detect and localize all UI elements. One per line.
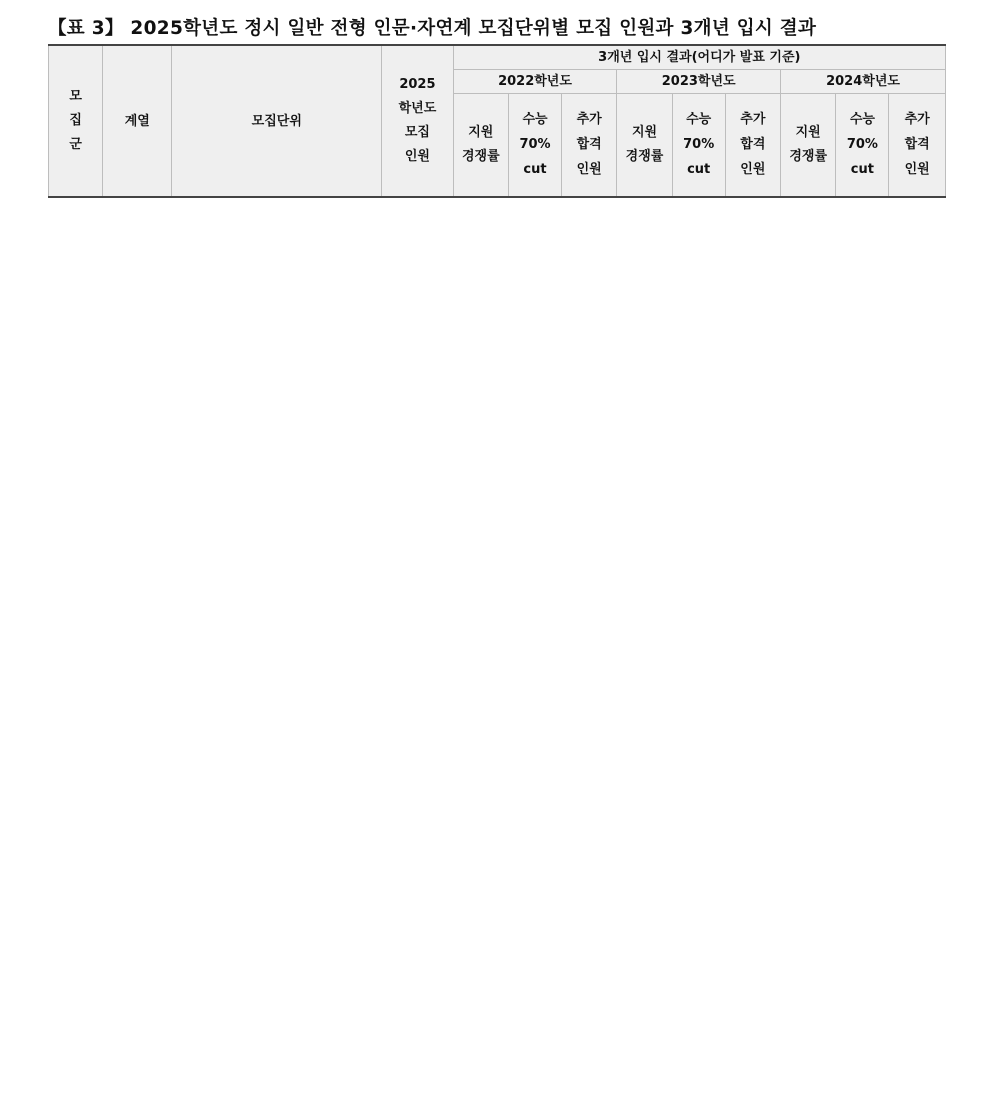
header-year: 2023학년도 <box>617 69 781 93</box>
header-year: 2022학년도 <box>453 69 617 93</box>
header-extra: 추가 합격 인원 <box>889 93 946 197</box>
header-group: 모 집 군 <box>49 45 103 197</box>
header-category: 계열 <box>103 45 172 197</box>
header-results: 3개년 입시 결과(어디가 발표 기준) <box>453 45 945 69</box>
header-cut: 수능 70% cut <box>508 93 561 197</box>
header-year: 2024학년도 <box>781 69 946 93</box>
table-header <box>49 45 946 197</box>
header-rate: 지원 경쟁률 <box>617 93 672 197</box>
header-extra: 추가 합격 인원 <box>725 93 780 197</box>
header-unit: 모집단위 <box>172 45 382 197</box>
header-cut: 수능 70% cut <box>836 93 889 197</box>
header-extra: 추가 합격 인원 <box>562 93 617 197</box>
admission-table-part1 <box>48 44 946 198</box>
header-rate: 지원 경쟁률 <box>453 93 508 197</box>
table-title: 【표 3】 2025학년도 정시 일반 전형 인문·자연계 모집단위별 모집 인원과 3개년 입시 결과 <box>48 18 817 39</box>
header-cut: 수능 70% cut <box>672 93 725 197</box>
header-quota: 2025 학년도 모집 인원 <box>382 45 453 197</box>
header-rate: 지원 경쟁률 <box>781 93 836 197</box>
